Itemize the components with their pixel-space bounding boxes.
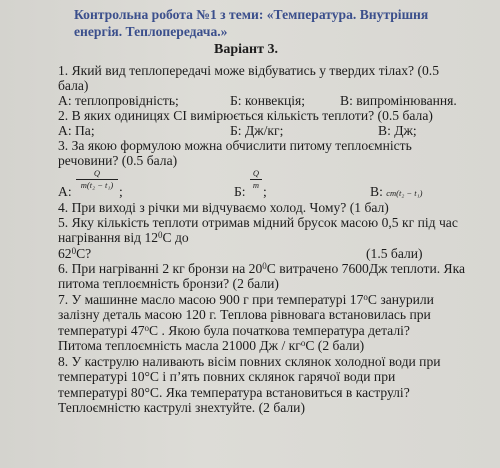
formula-a-end: ; (119, 184, 123, 199)
q7-l1-post: С занурили (367, 292, 434, 307)
question-7-text-cont: залізну деталь масою 120 г. Теплова рівновага встановилась при (58, 307, 431, 322)
question-5-text-cont2 (58, 246, 91, 261)
question-2-text: 2. В яких одиницях СІ вимірюється кількість теплоти? (0.5 бала) (58, 108, 433, 123)
q5-l2-post: С до (162, 230, 189, 245)
formula-b-denominator: m (252, 180, 260, 190)
question-3-text-cont: речовини? (0.5 бала) (58, 153, 178, 168)
q5-l3-pre: 62 (58, 246, 72, 261)
question-3-text: 3. За якою формулою можна обчислити питому теплоємність (58, 138, 412, 153)
formula-b-numerator: Q (252, 168, 260, 178)
question-7-text-cont2 (58, 323, 410, 338)
title-line-1: Контрольна робота №1 з теми: «Температура. Внутрішня (74, 7, 429, 22)
question-5-text-cont (58, 230, 189, 245)
formula-a-numerator: Q (93, 168, 101, 178)
question-1-option-c: В: випромінювання. (340, 93, 457, 108)
question-3-option-a-label: А: (58, 184, 72, 199)
question-3-option-b-label: Б: (234, 184, 246, 199)
question-8-text-cont2: температурі 80°С. Яка температура встановиться в каструлі? (58, 385, 410, 400)
q7-l3-post: С . Якою була початкова температура деталі? (149, 323, 410, 338)
q7-l4-post: С (2 бали) (305, 338, 365, 353)
degree-sup: 0 (158, 230, 163, 240)
question-7-text-cont3 (58, 338, 364, 353)
question-4-text: 4. При виході з річки ми відчуваємо холод. Чому? (1 бал) (58, 200, 389, 215)
document-title (74, 6, 474, 40)
question-2-option-b: Б: Дж/кг; (230, 123, 284, 138)
question-2-option-a: А: Па; (58, 123, 95, 138)
question-3-option-c (370, 184, 422, 201)
question-2-option-c: В: Дж; (378, 123, 417, 138)
degree-sup: о (363, 292, 368, 302)
degree-sup: о (300, 338, 306, 348)
question-6-text (58, 261, 465, 276)
question-7-text (58, 292, 434, 307)
question-1-text: 1. Який вид теплопередачі може відбуватись у твердих тілах? (0.5 (58, 63, 440, 78)
q7-l1-pre: 7. У машинне масло масою 900 г при температурі 17 (58, 292, 364, 307)
question-8-text: 8. У каструлю наливають вісім повних склянок холодної води при (58, 354, 441, 369)
question-5-text: 5. Яку кількість теплоти отримав мідний брусок масою 0,5 кг під час (58, 215, 458, 230)
degree-sup: 0 (262, 261, 267, 271)
question-8-text-cont3: Теплоємністю каструлі знехтуйте. (2 бали) (58, 400, 305, 415)
q7-l4-pre: Питома теплоємність масла 21000 Дж / кг (58, 338, 301, 353)
variant-heading: Варіант 3. (214, 42, 278, 57)
q5-l3-post: С? (76, 246, 92, 261)
formula-a-fraction (76, 169, 118, 190)
formula-b-fraction (250, 169, 262, 190)
question-5-points: (1.5 бали) (366, 246, 423, 261)
q6-l1-pre: 6. При нагріванні 2 кг бронзи на 20 (58, 261, 263, 276)
q6-l1-post: С витрачено 7600Дж теплоти. Яка (266, 261, 466, 276)
question-6-text-cont: питома теплоємність бронзи? (2 бали) (58, 276, 279, 291)
title-line-2: енергія. Теплопередача.» (74, 24, 228, 39)
formula-c: cm(t₂ − t₁) (386, 188, 423, 198)
degree-sup: о (144, 323, 149, 333)
question-1-option-a: А: теплопровідність; (58, 93, 179, 108)
formula-a-denominator: m(t₂ − t₁) (80, 180, 114, 190)
q7-l3-pre: температурі 47 (58, 323, 145, 338)
q5-l2-pre: нагрівання від 12 (58, 230, 159, 245)
question-3-option-c-label: В: (370, 184, 383, 199)
formula-b-end: ; (263, 184, 267, 199)
question-8-text-cont: температурі 10°С і п’ять повних склянок гарячої води при (58, 369, 396, 384)
degree-sup: 0 (71, 246, 77, 256)
question-1-text-cont: бала) (58, 78, 89, 93)
question-1-option-b: Б: конвекція; (230, 93, 306, 108)
